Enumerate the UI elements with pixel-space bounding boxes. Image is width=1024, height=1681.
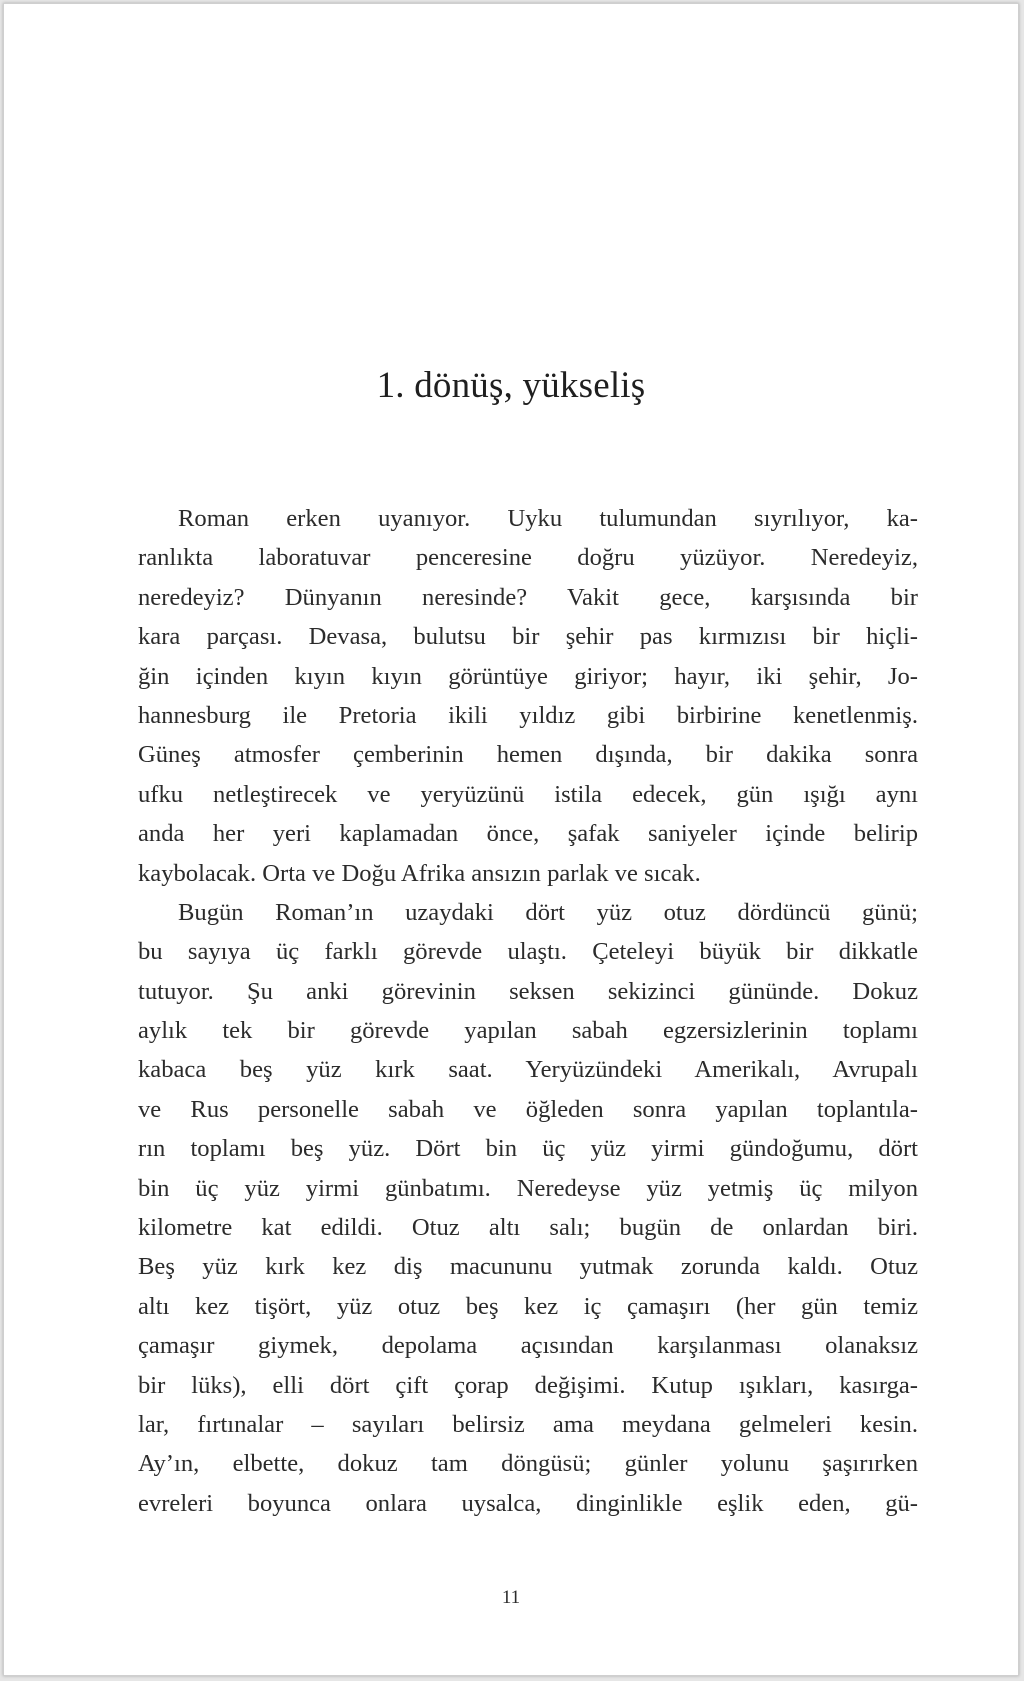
text-line: kara parçası. Devasa, bulutsu bir şehir pas kırmızısı bir hiçli-: [138, 623, 918, 651]
text-line: Roman erken uyanıyor. Uyku tulumundan sıyrılıyor, ka-: [178, 505, 918, 532]
text-line: Güneş atmosfer çemberinin hemen dışında, bir dakika sonra: [138, 741, 918, 769]
text-line: Beş yüz kırk kez diş macununu yutmak zorunda kaldı. Otuz: [138, 1253, 918, 1281]
text-line: rın toplamı beş yüz. Dört bin üç yüz yirmi gündoğumu, dört: [138, 1135, 918, 1163]
text-line: çamaşır giymek, depolama açısından karşılanması olanaksız: [138, 1332, 918, 1360]
text-line: bin üç yüz yirmi günbatımı. Neredeyse yüz yetmiş üç milyon: [138, 1174, 918, 1202]
text-line: lar, fırtınalar – sayıları belirsiz ama meydana gelmeleri kesin.: [138, 1410, 918, 1438]
text-line: kilometre kat edildi. Otuz altı salı; bugün de onlardan biri.: [138, 1214, 918, 1242]
text-line: Ay’ın, elbette, dokuz tam döngüsü; günler yolunu şaşırırken: [138, 1450, 918, 1478]
text-line: ğin içinden kıyın kıyın görüntüye giriyor; hayır, iki şehir, Jo-: [138, 662, 918, 690]
text-line: Bugün Roman’ın uzaydaki dört yüz otuz dördüncü günü;: [178, 898, 918, 926]
book-page: [3, 3, 1019, 1676]
text-line: altı kez tişört, yüz otuz beş kez iç çamaşırı (her gün temiz: [138, 1292, 918, 1320]
text-line: tutuyor. Şu anki görevinin seksen sekizinci gününde. Dokuz: [138, 977, 918, 1005]
text-line: aylık tek bir görevde yapılan sabah egzersizlerinin toplamı: [138, 1017, 918, 1045]
text-line: ve Rus personelle sabah ve öğleden sonra yapılan toplantıla-: [138, 1095, 918, 1123]
text-line: ranlıkta laboratuvar penceresine doğru yüzüyor. Neredeyiz,: [138, 544, 918, 572]
text-line: bu sayıya üç farklı görevde ulaştı. Çeteleyi büyük bir dikkatle: [138, 938, 918, 966]
text-line: ufku netleştirecek ve yeryüzünü istila edecek, gün ışığı aynı: [138, 780, 918, 808]
chapter-title: 1. dönüş, yükseliş: [376, 365, 646, 406]
text-line: kaybolacak. Orta ve Doğu Afrika ansızın parlak ve sıcak.: [138, 859, 701, 887]
text-line: bir lüks), elli dört çift çorap değişimi. Kutup ışıkları, kasırga-: [138, 1371, 918, 1399]
text-line: evreleri boyunca onlara uysalca, dinginlikle eşlik eden, gü-: [138, 1489, 918, 1517]
text-line: hannesburg ile Pretoria ikili yıldız gibi birbirine kenetlenmiş.: [138, 701, 918, 729]
text-line: kabaca beş yüz kırk saat. Yeryüzündeki Amerikalı, Avrupalı: [138, 1056, 918, 1084]
text-line: neredeyiz? Dünyanın neresinde? Vakit gece, karşısında bir: [138, 583, 918, 611]
body-text: [138, 499, 918, 1523]
text-line: anda her yeri kaplamadan önce, şafak saniyeler içinde belirip: [138, 820, 918, 848]
page-number: 11: [501, 1587, 521, 1608]
